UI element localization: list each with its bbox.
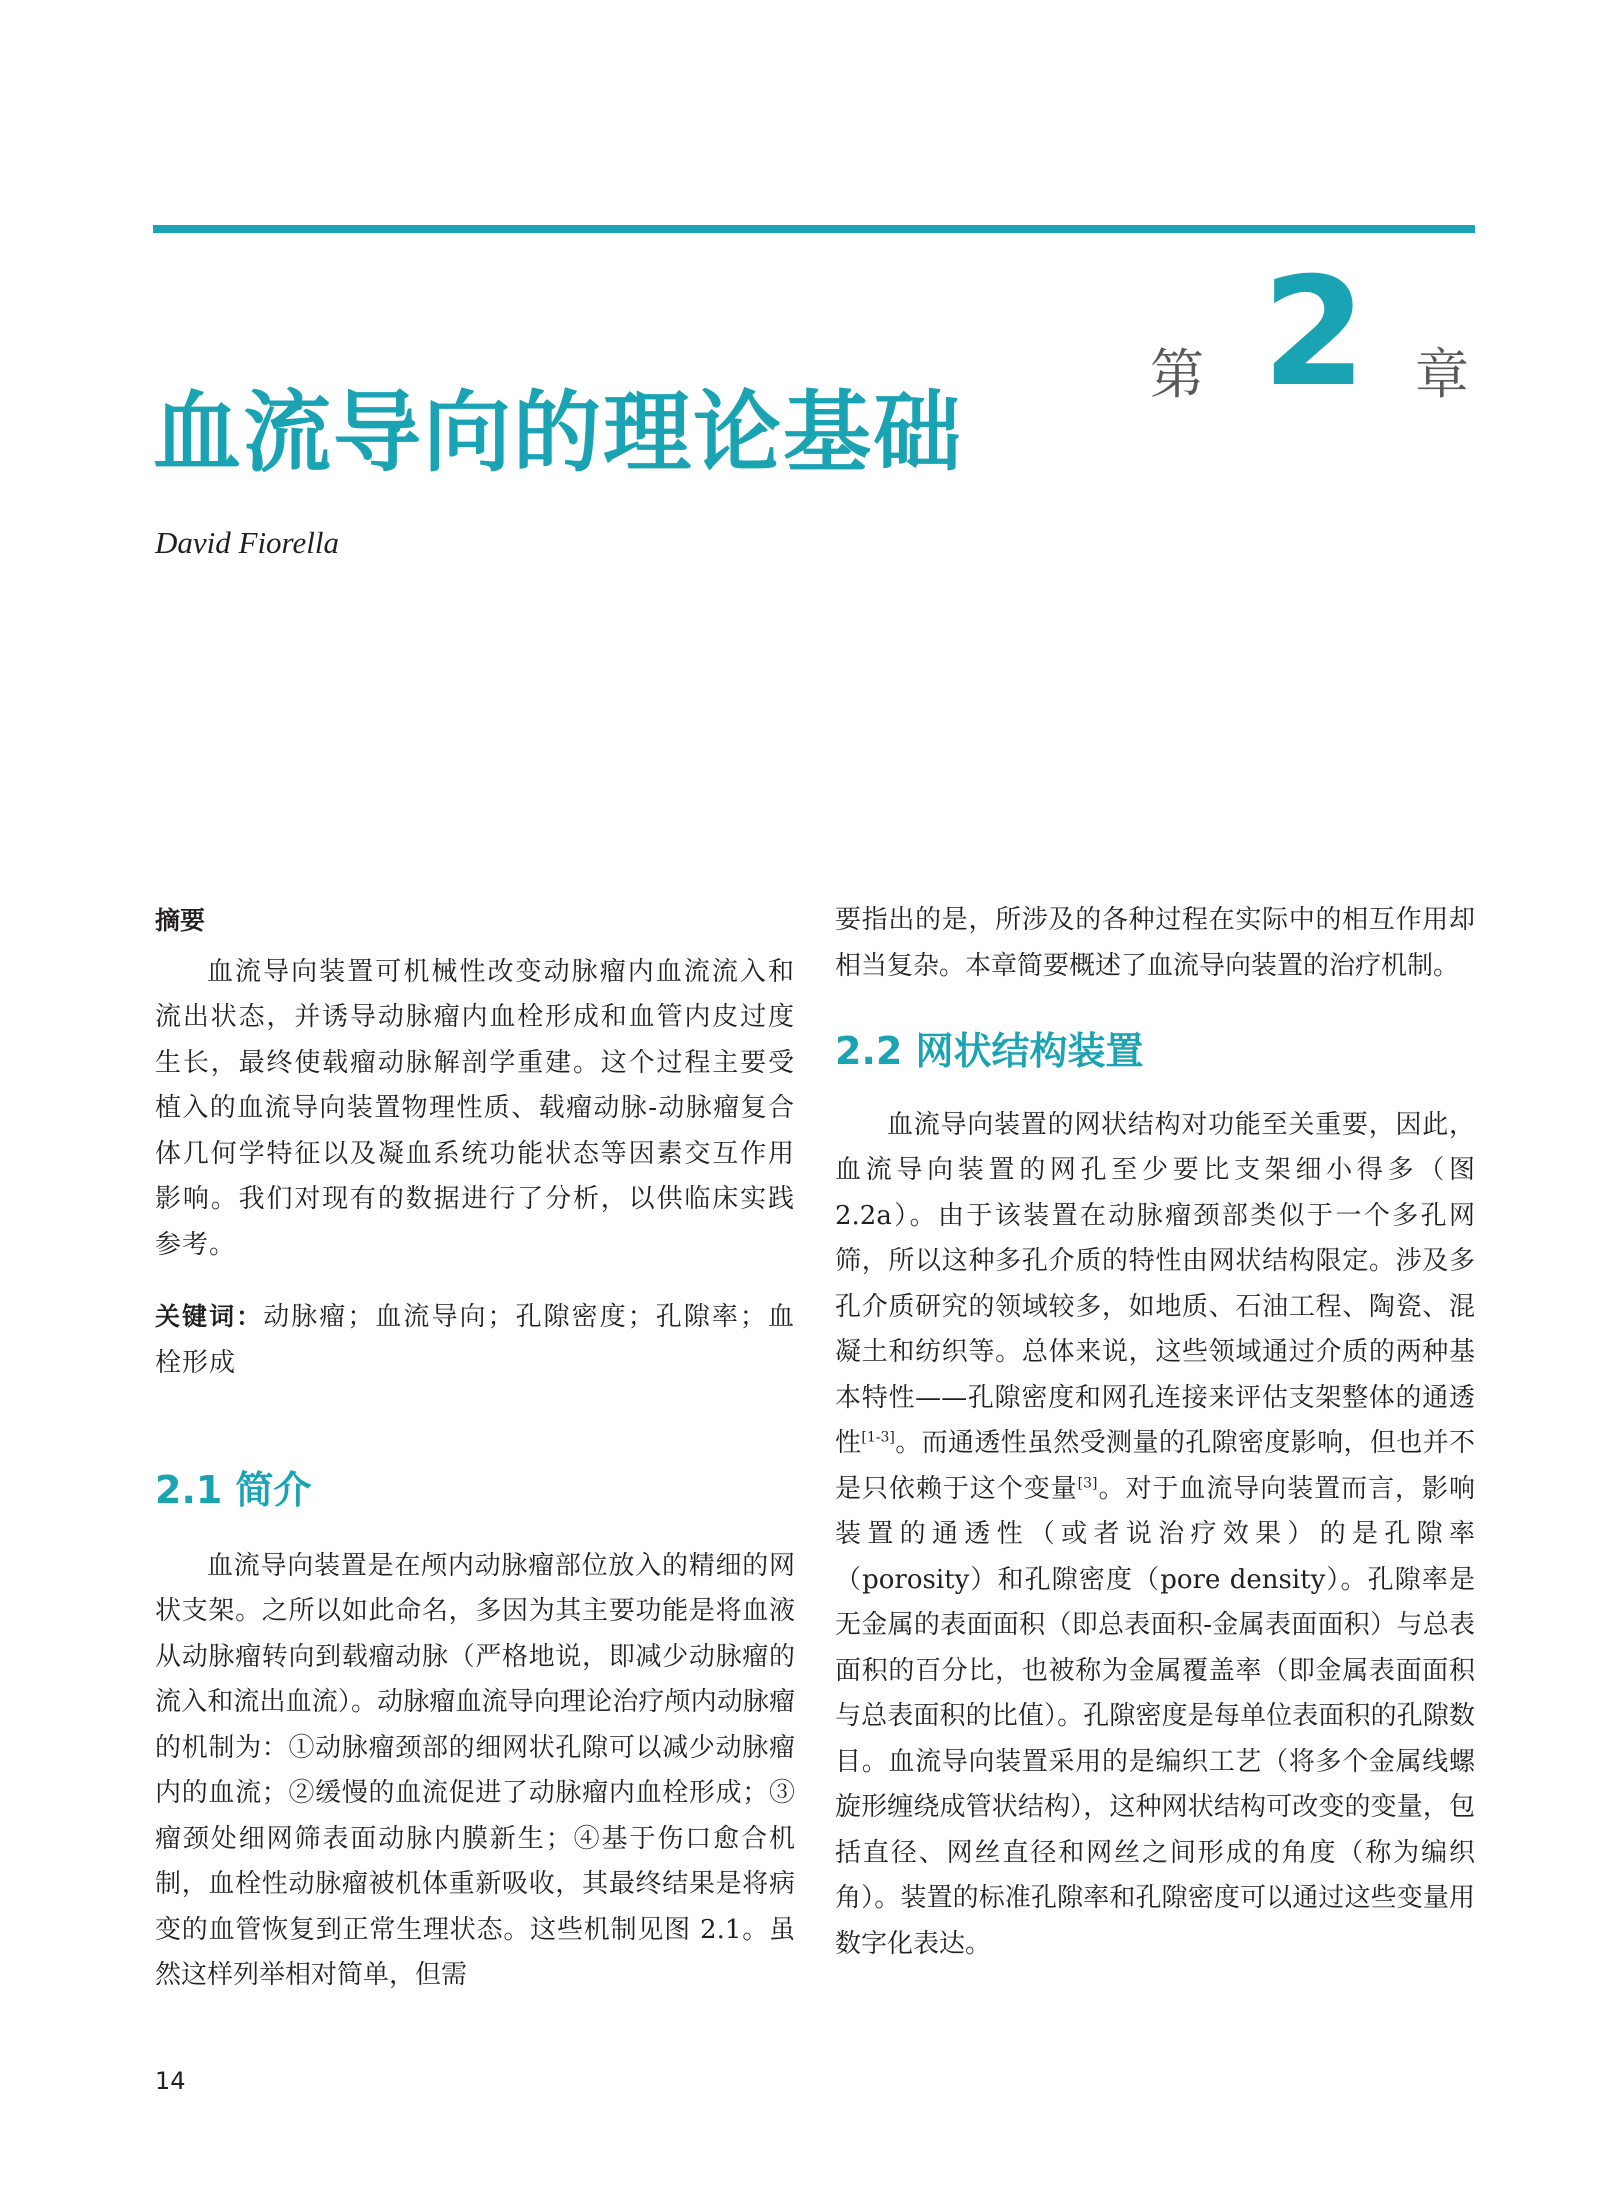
chapter-title: 血流导向的理论基础 [153,381,964,484]
chapter-prefix: 第 [1150,343,1204,406]
right-column [835,898,1475,1967]
section-heading-mesh-devices: 2.2 网状结构装置 [835,1029,1144,1073]
mesh-text-part-3: 。对于血流导向装置而言，影响装置的通透性（或者说治疗效果）的是孔隙率（porosity）和孔隙密度（pore density）。孔隙率是无金属的表面面积（即总表面积-金属表面面积）与总表面积的百分比，也被称为金属覆盖率（即金属表面面积与总表面积的比值）。孔隙密度是每单位表面积的孔隙数目。血流导向装置采用的是编织工艺（将多个金属线螺旋形缠绕成管状结构），这种网状结构可改变的变量，包括直径、网丝直径和网丝之间形成的角度（称为编织角）。装置的标准孔隙率和孔隙密度可以通过这些变量用数字化表达。 [835,1473,1475,1959]
chapter-suffix: 章 [1415,343,1469,406]
introduction-continuation: 要指出的是，所涉及的各种过程在实际中的相互作用却相当复杂。本章简要概述了血流导向装置的治疗机制。 [835,905,1475,981]
keywords-text: 动脉瘤；血流导向；孔隙密度；孔隙率；血栓形成 [155,1302,795,1378]
abstract-heading: 摘要 [155,906,206,935]
mesh-text-part-1: 血流导向装置的网状结构对功能至关重要，因此，血流导向装置的网孔至少要比支架细小得多（图 2.2a）。由于该装置在动脉瘤颈部类似于一个多孔网筛，所以这种多孔介质的特性由网状结构限定。涉及多孔介质研究的领域较多，如地质、石油工程、陶瓷、混凝土和纺织等。总体来说，这些领域通过介质的两种基本特性——孔隙密度和网孔连接来评估支架整体的通透性 [835,1109,1475,1459]
section-heading-introduction: 2.1 简介 [155,1468,312,1512]
mesh-devices-paragraph [835,1103,1475,1968]
introduction-paragraph: 血流导向装置是在颅内动脉瘤部位放入的精细的网状支架。之所以如此命名，多因为其主要功能是将血液从动脉瘤转向到载瘤动脉（严格地说，即减少动脉瘤的流入和流出血流）。动脉瘤血流导向理论治疗颅内动脉瘤的机制为：①动脉瘤颈部的细网状孔隙可以减少动脉瘤内的血流；②缓慢的血流促进了动脉瘤内血栓形成；③瘤颈处细网筛表面动脉内膜新生；④基于伤口愈合机制，血栓性动脉瘤被机体重新吸收，其最终结果是将病变的血管恢复到正常生理状态。这些机制见图 2.1。虽然这样列举相对简单，但需 [155,1550,795,1991]
left-column [155,898,795,1999]
keywords [155,1294,795,1386]
page-number: 14 [155,2067,186,2095]
abstract-paragraph: 血流导向装置可机械性改变动脉瘤内血流流入和流出状态，并诱导动脉瘤内血栓形成和血管内皮过度生长，最终使载瘤动脉解剖学重建。这个过程主要受植入的血流导向装置物理性质、载瘤动脉-动脉瘤复合体几何学特征以及凝血系统功能状态等因素交互作用影响。我们对现有的数据进行了分析，以供临床实践参考。 [155,956,795,1260]
mesh-text-part-2: 。而通透性虽然受测量的孔隙密度影响，但也并不是只依赖于这个变量 [835,1428,1475,1504]
chapter-author: David Fiorella [155,525,339,560]
citation-1-3: [1-3] [861,1429,895,1446]
keywords-label: 关键词： [155,1302,264,1331]
chapter-number: 2 [1262,246,1367,420]
abstract-body [155,950,795,1269]
citation-3: [3] [1077,1474,1098,1491]
chapter-label [1150,246,1480,420]
chapter-top-rule [153,225,1475,233]
